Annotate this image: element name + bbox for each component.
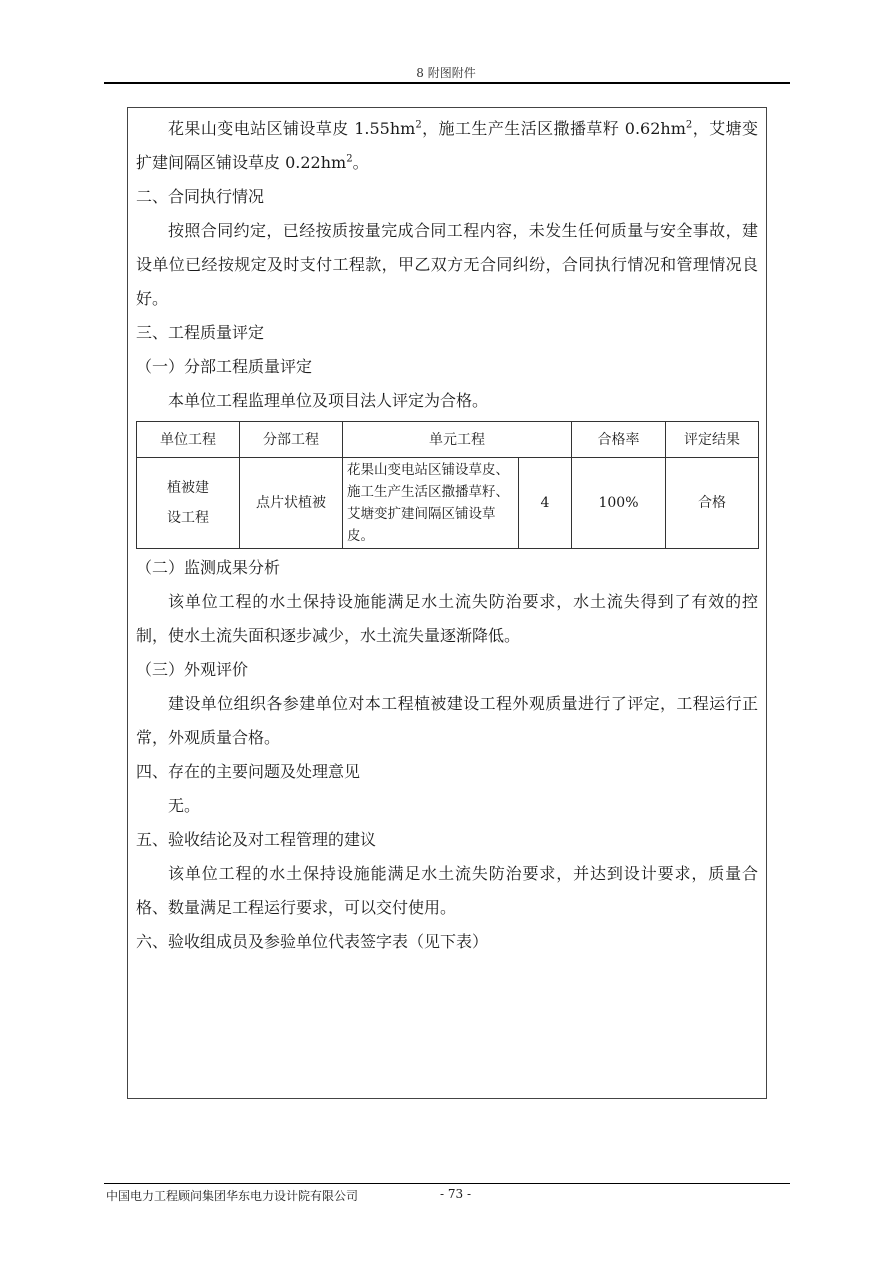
quality-table: [136, 421, 759, 549]
section-4-text: 无。: [168, 796, 201, 815]
header-element: 单元工程: [343, 422, 572, 458]
section-2-title: 二、合同执行情况: [136, 187, 265, 206]
cell-count: 4: [519, 458, 572, 549]
header-rate: 合格率: [572, 422, 666, 458]
header-result: 评定结果: [666, 422, 759, 458]
page-header-title: 8 附图附件: [416, 66, 476, 80]
section-3-2-title: （二）监测成果分析: [136, 558, 281, 577]
header-rule: [104, 82, 790, 84]
section-3-3-title: （三）外观评价: [136, 660, 249, 679]
header-unit: 单位工程: [137, 422, 240, 458]
section-3-2-text: 该单位工程的水土保持设施能满足水土流失防治要求，水土流失得到了有效的控制，使水土流失面积逐步减少，水土流失量逐渐降低。: [136, 592, 758, 645]
section-3-1-title: （一）分部工程质量评定: [136, 357, 313, 376]
section-2-text: 按照合同约定，已经按质按量完成合同工程内容，未发生任何质量与安全事故，建设单位已经按规定及时支付工程款，甲乙双方无合同纠纷，合同执行情况和管理情况良好。: [136, 221, 758, 308]
header-division: 分部工程: [240, 422, 343, 458]
table-header-row: [137, 422, 759, 458]
section-5-title: 五、验收结论及对工程管理的建议: [136, 830, 377, 849]
footer-page-number: - 73 -: [440, 1187, 472, 1201]
document-body: [136, 112, 758, 959]
cell-element: 花果山变电站区铺设草皮、施工生产生活区撒播草籽、艾塘变扩建间隔区铺设草皮。: [343, 458, 519, 549]
intro-paragraph: 花果山变电站区铺设草皮 $1.55hm^2$，施工生产生活区撒播草籽 $0.62hm^2$，艾塘变扩建间隔区铺设草皮 $0.22hm^2$。: [136, 119, 758, 172]
section-3-1-text: 本单位工程监理单位及项目法人评定为合格。: [168, 391, 489, 410]
section-5-text: 该单位工程的水土保持设施能满足水土流失防治要求，并达到设计要求，质量合格、数量满足工程运行要求，可以交付使用。: [136, 864, 758, 917]
cell-rate: 100%: [572, 458, 666, 549]
cell-unit: 植被建设工程: [137, 458, 240, 549]
cell-result: 合格: [666, 458, 759, 549]
footer-company: 中国电力工程顾问集团华东电力设计院有限公司: [106, 1189, 359, 1203]
table-row: [137, 458, 759, 549]
section-3-3-text: 建设单位组织各参建单位对本工程植被建设工程外观质量进行了评定，工程运行正常，外观质量合格。: [136, 694, 758, 747]
footer-rule: [104, 1183, 790, 1184]
section-4-title: 四、存在的主要问题及处理意见: [136, 762, 361, 781]
section-3-title: 三、工程质量评定: [136, 323, 265, 342]
cell-division: 点片状植被: [240, 458, 343, 549]
section-6-title: 六、验收组成员及参验单位代表签字表（见下表）: [136, 932, 489, 951]
